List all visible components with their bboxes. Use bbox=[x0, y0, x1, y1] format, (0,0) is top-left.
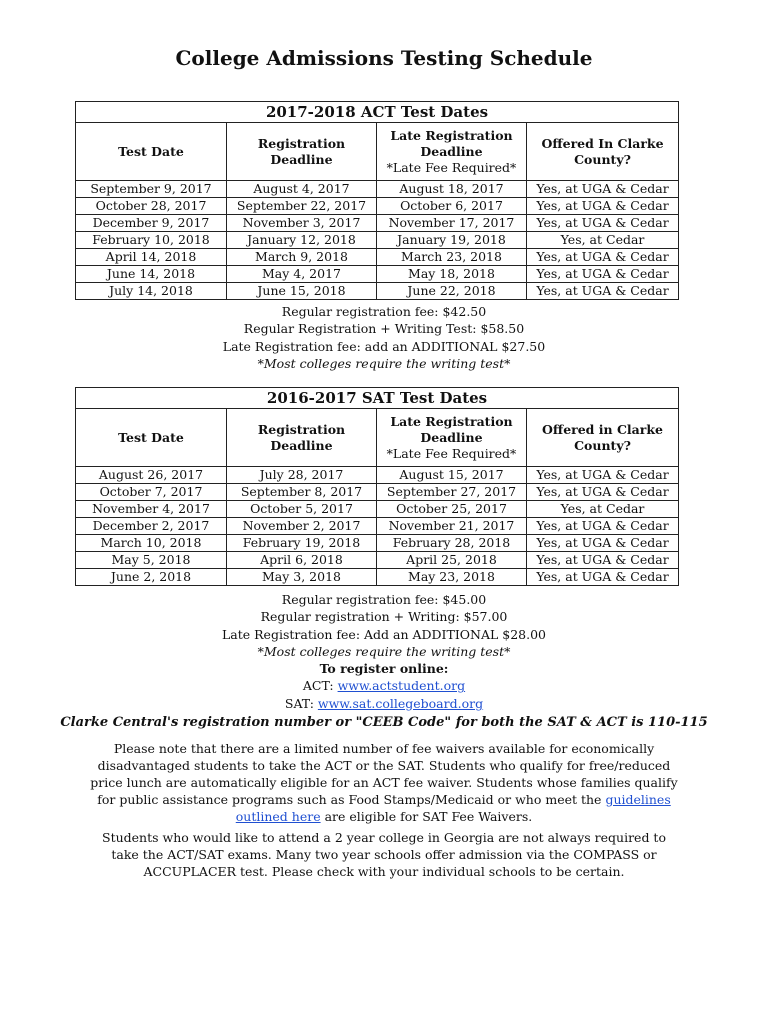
fee-waiver-text-end: are eligible for SAT Fee Waivers. bbox=[320, 809, 533, 824]
fee-waiver-text-start: Please note that there are a limited number of fee waivers available for economically disadvantaged students to take the ACT or the SAT. Students who qualify for free/reduced price lunch are automatically eligible for an ACT fee waiver. Students whose families qualify for public assistance programs such as Food Stamps/Medicaid or who meet the bbox=[90, 741, 678, 807]
column-header-late-registration: Late Registration Deadline *Late Fee Required* bbox=[377, 409, 527, 467]
column-header-offered: Offered in Clarke County? bbox=[527, 409, 679, 467]
table-cell: Yes, at UGA & Cedar bbox=[527, 283, 679, 300]
table-cell: September 22, 2017 bbox=[227, 198, 377, 215]
register-online-heading: To register online: bbox=[319, 661, 449, 677]
table-row bbox=[76, 232, 679, 249]
table-cell: Yes, at Cedar bbox=[527, 232, 679, 249]
column-header-registration-deadline: Registration Deadline bbox=[227, 409, 377, 467]
table-row bbox=[76, 535, 679, 552]
table-cell: April 25, 2018 bbox=[377, 552, 527, 569]
table-cell: May 5, 2018 bbox=[76, 552, 227, 569]
table-cell: September 9, 2017 bbox=[76, 181, 227, 198]
table-cell: October 5, 2017 bbox=[227, 501, 377, 518]
table-cell: Yes, at UGA & Cedar bbox=[527, 518, 679, 535]
act-register-line bbox=[0, 677, 768, 694]
sat-register-line bbox=[0, 695, 768, 712]
table-cell: November 21, 2017 bbox=[377, 518, 527, 535]
table-cell: October 25, 2017 bbox=[377, 501, 527, 518]
column-header-offered: Offered In Clarke County? bbox=[527, 123, 679, 181]
table-cell: June 2, 2018 bbox=[76, 569, 227, 586]
guidelines-link[interactable]: guidelines outlined here bbox=[235, 792, 671, 824]
table-cell: June 15, 2018 bbox=[227, 283, 377, 300]
table-row bbox=[76, 249, 679, 266]
table-cell: February 10, 2018 bbox=[76, 232, 227, 249]
table-cell: August 15, 2017 bbox=[377, 467, 527, 484]
table-cell: January 19, 2018 bbox=[377, 232, 527, 249]
table-cell: Yes, at UGA & Cedar bbox=[527, 484, 679, 501]
table-row bbox=[76, 518, 679, 535]
act-website-link[interactable]: www.actstudent.org bbox=[337, 678, 466, 694]
table-cell: February 19, 2018 bbox=[227, 535, 377, 552]
column-header-registration-deadline: Registration Deadline bbox=[227, 123, 377, 181]
act-writing-fee: Regular Registration + Writing Test: $58.50 bbox=[243, 321, 525, 337]
ceeb-code-note: Clarke Central's registration number or "CEEB Code" for both the SAT & ACT is 110-115 bbox=[60, 715, 708, 730]
act-writing-note: *Most colleges require the writing test* bbox=[257, 355, 511, 371]
table-row bbox=[76, 266, 679, 283]
table-cell: Yes, at Cedar bbox=[527, 501, 679, 518]
table-cell: Yes, at UGA & Cedar bbox=[527, 249, 679, 266]
table-cell: October 7, 2017 bbox=[76, 484, 227, 501]
sat-table-header-row bbox=[76, 409, 679, 467]
table-cell: October 6, 2017 bbox=[377, 198, 527, 215]
table-cell: May 18, 2018 bbox=[377, 266, 527, 283]
sat-dates-table bbox=[75, 387, 679, 586]
sat-writing-note: *Most colleges require the writing test* bbox=[257, 643, 511, 659]
table-cell: June 22, 2018 bbox=[377, 283, 527, 300]
table-cell: May 3, 2018 bbox=[227, 569, 377, 586]
table-cell: March 10, 2018 bbox=[76, 535, 227, 552]
table-cell: November 2, 2017 bbox=[227, 518, 377, 535]
table-cell: November 17, 2017 bbox=[377, 215, 527, 232]
table-cell: August 26, 2017 bbox=[76, 467, 227, 484]
table-cell: March 23, 2018 bbox=[377, 249, 527, 266]
act-fee-notes bbox=[0, 303, 768, 372]
table-cell: October 28, 2017 bbox=[76, 198, 227, 215]
table-cell: December 2, 2017 bbox=[76, 518, 227, 535]
act-table-caption: 2017-2018 ACT Test Dates bbox=[76, 102, 679, 123]
table-cell: Yes, at UGA & Cedar bbox=[527, 181, 679, 198]
column-header-test-date: Test Date bbox=[76, 409, 227, 467]
page-title: College Admissions Testing Schedule bbox=[175, 46, 593, 70]
table-cell: July 14, 2018 bbox=[76, 283, 227, 300]
table-cell: November 3, 2017 bbox=[227, 215, 377, 232]
table-cell: Yes, at UGA & Cedar bbox=[527, 198, 679, 215]
sat-regular-fee: Regular registration fee: $45.00 bbox=[281, 592, 487, 607]
column-header-late-registration: Late Registration Deadline *Late Fee Required* bbox=[377, 123, 527, 181]
table-row bbox=[76, 501, 679, 518]
column-header-test-date: Test Date bbox=[76, 123, 227, 181]
fee-waiver-paragraph bbox=[90, 740, 678, 825]
sat-late-fee: Late Registration fee: Add an ADDITIONAL $28.00 bbox=[222, 626, 546, 642]
table-cell: April 6, 2018 bbox=[227, 552, 377, 569]
table-cell: Yes, at UGA & Cedar bbox=[527, 266, 679, 283]
table-cell: December 9, 2017 bbox=[76, 215, 227, 232]
two-year-college-paragraph: Students who would like to attend a 2 year college in Georgia are not always required to take the ACT/SAT exams. Many two year schools offer admission via the COMPASS or ACCUPLACER test. Please check with your individual schools to be certain. bbox=[102, 830, 666, 879]
act-link-label: ACT: bbox=[302, 678, 338, 694]
table-row bbox=[76, 552, 679, 569]
act-regular-fee: Regular registration fee: $42.50 bbox=[281, 304, 487, 319]
table-cell: June 14, 2018 bbox=[76, 266, 227, 283]
act-table-header-row bbox=[76, 123, 679, 181]
table-cell: Yes, at UGA & Cedar bbox=[527, 552, 679, 569]
table-row bbox=[76, 484, 679, 501]
table-row bbox=[76, 467, 679, 484]
table-cell: January 12, 2018 bbox=[227, 232, 377, 249]
table-cell: November 4, 2017 bbox=[76, 501, 227, 518]
table-cell: Yes, at UGA & Cedar bbox=[527, 215, 679, 232]
table-cell: September 27, 2017 bbox=[377, 484, 527, 501]
table-row bbox=[76, 198, 679, 215]
sat-website-link[interactable]: www.sat.collegeboard.org bbox=[317, 695, 484, 711]
table-row bbox=[76, 569, 679, 586]
sat-writing-fee: Regular registration + Writing: $57.00 bbox=[260, 609, 508, 625]
table-cell: August 4, 2017 bbox=[227, 181, 377, 198]
table-row bbox=[76, 181, 679, 198]
table-cell: Yes, at UGA & Cedar bbox=[527, 535, 679, 552]
sat-link-label: SAT: bbox=[284, 695, 318, 711]
table-cell: Yes, at UGA & Cedar bbox=[527, 569, 679, 586]
table-cell: July 28, 2017 bbox=[227, 467, 377, 484]
table-row bbox=[76, 215, 679, 232]
table-cell: April 14, 2018 bbox=[76, 249, 227, 266]
table-row bbox=[76, 283, 679, 300]
table-cell: February 28, 2018 bbox=[377, 535, 527, 552]
table-cell: May 23, 2018 bbox=[377, 569, 527, 586]
sat-table-caption: 2016-2017 SAT Test Dates bbox=[76, 388, 679, 409]
sat-fee-notes bbox=[0, 591, 768, 712]
act-dates-table bbox=[75, 101, 679, 300]
table-cell: September 8, 2017 bbox=[227, 484, 377, 501]
table-cell: March 9, 2018 bbox=[227, 249, 377, 266]
table-cell: August 18, 2017 bbox=[377, 181, 527, 198]
table-cell: Yes, at UGA & Cedar bbox=[527, 467, 679, 484]
act-late-fee: Late Registration fee: add an ADDITIONAL $27.50 bbox=[222, 338, 546, 354]
table-cell: May 4, 2017 bbox=[227, 266, 377, 283]
